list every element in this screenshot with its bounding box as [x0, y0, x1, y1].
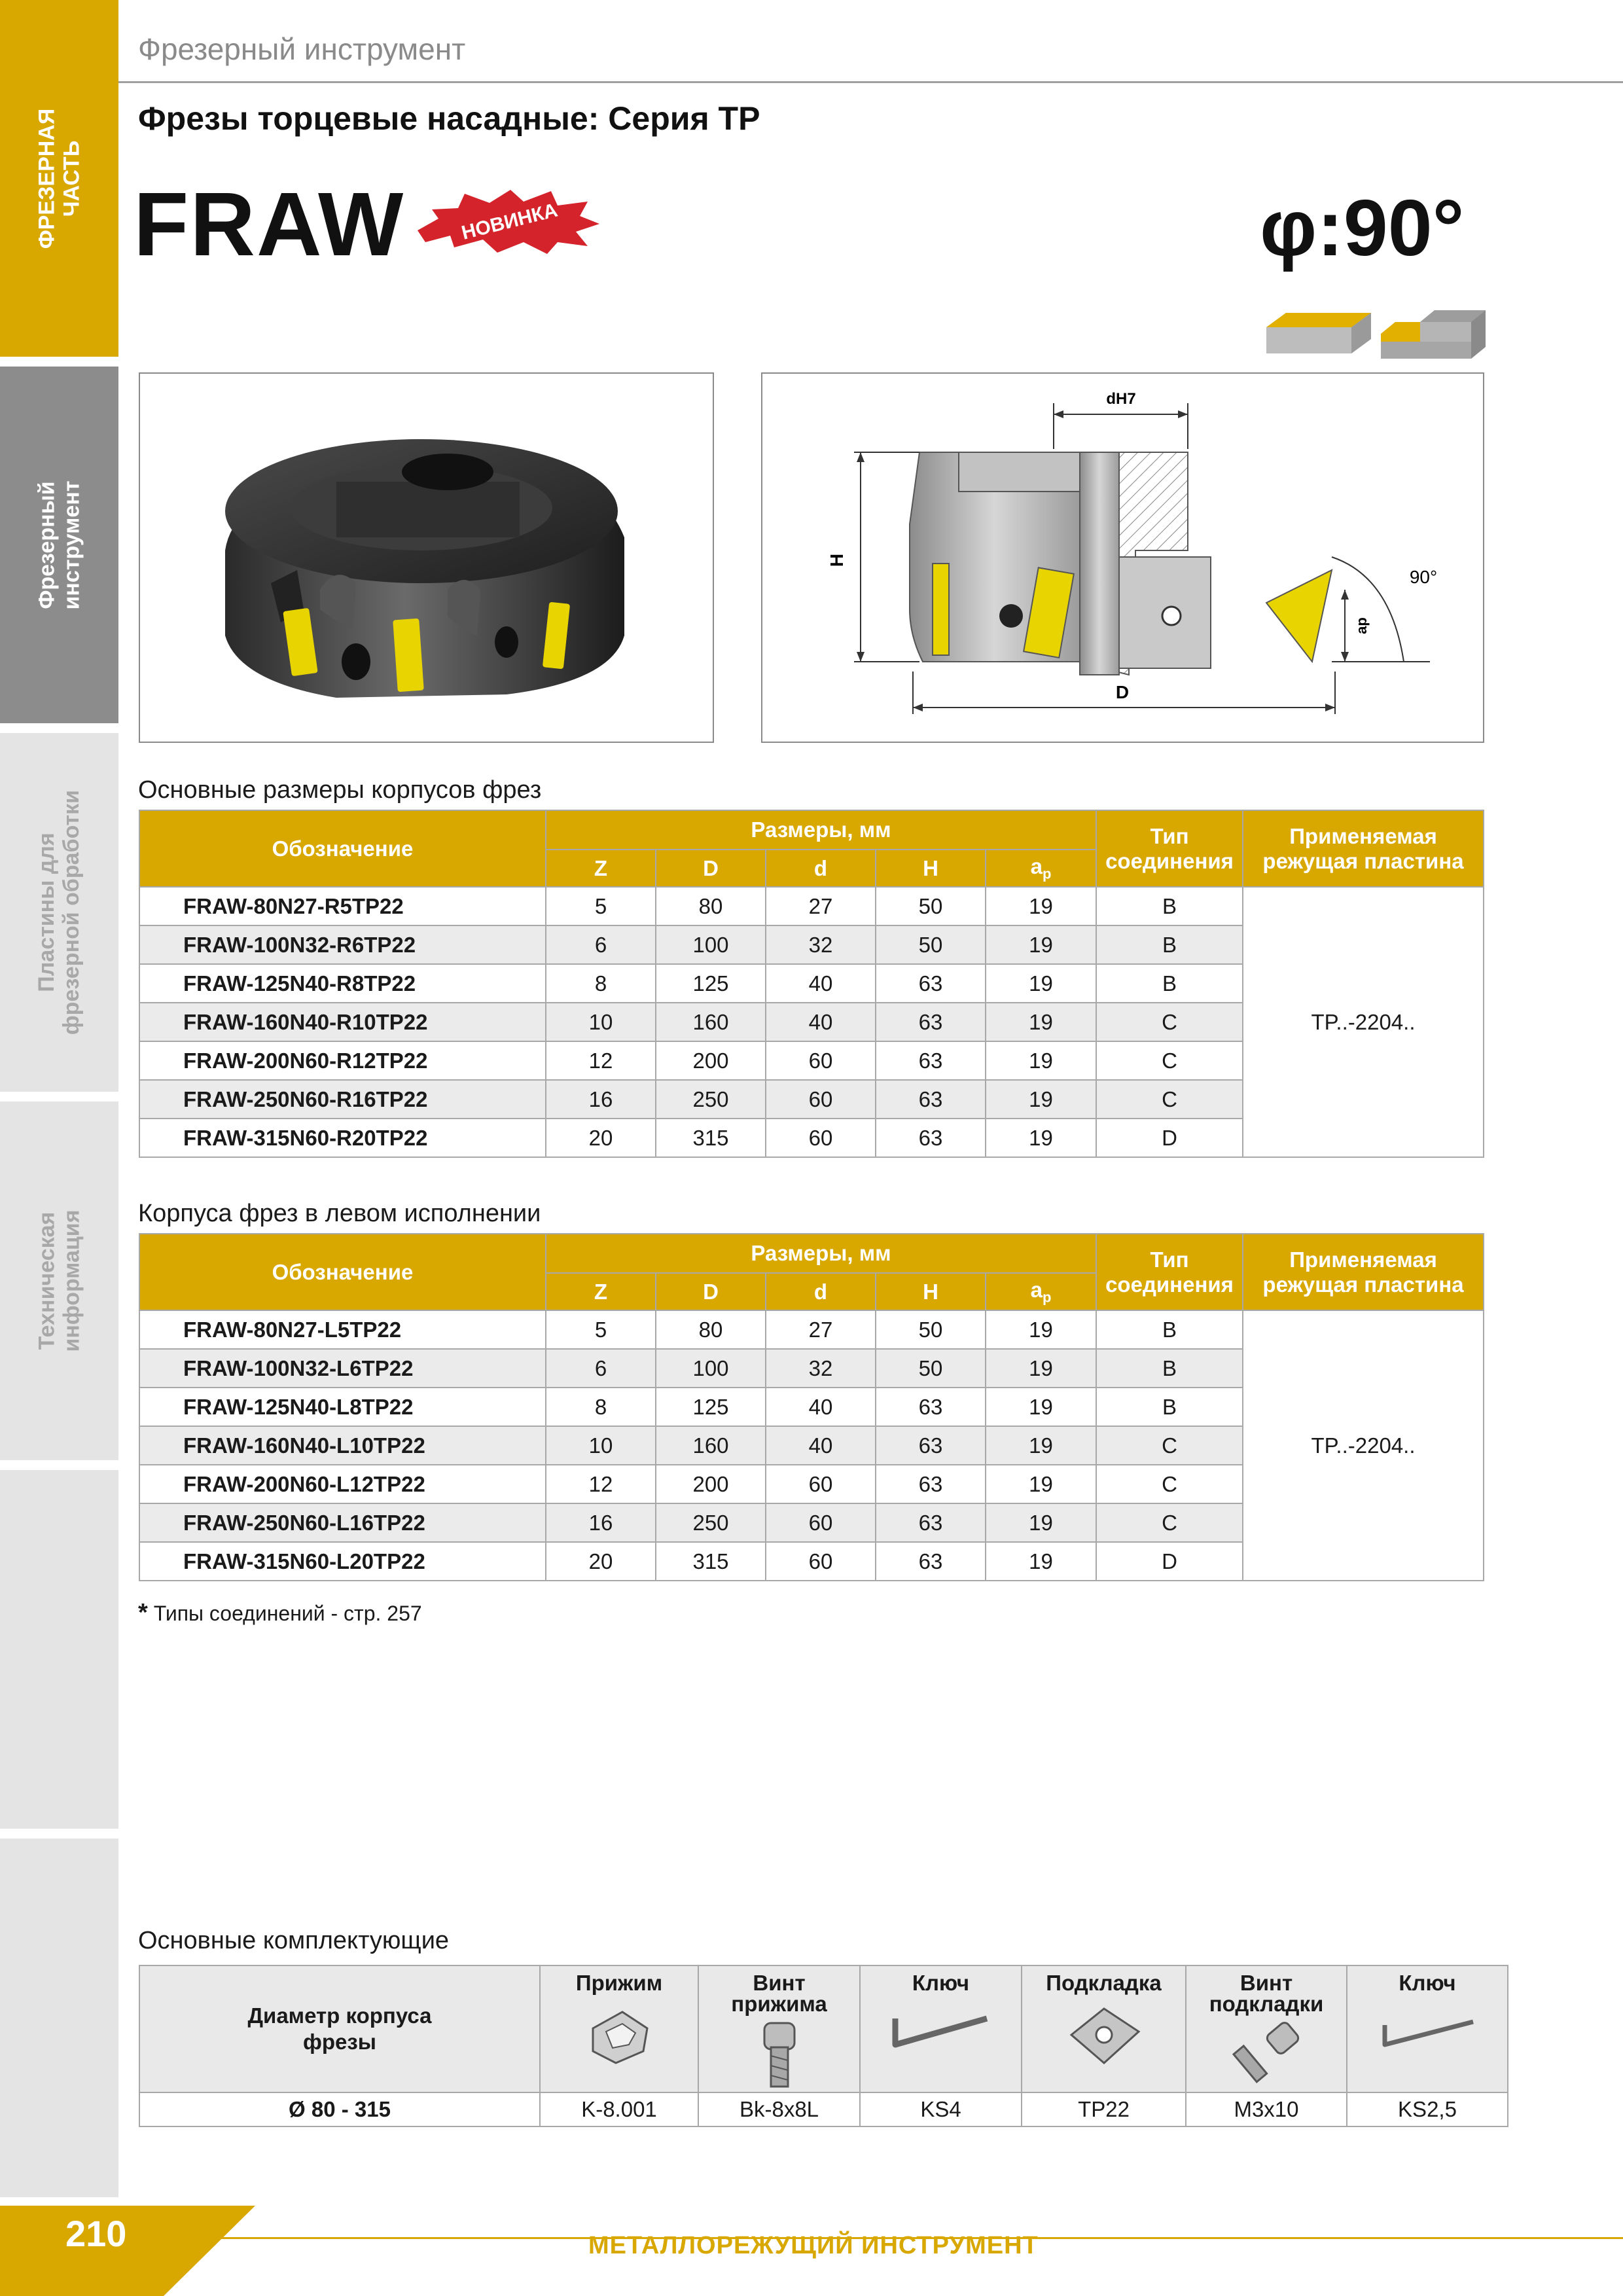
d-cell: 32: [766, 1349, 876, 1388]
dimensions-table-left: [139, 1233, 1484, 1581]
D-cell: 125: [656, 964, 766, 1003]
footnote: * Типы соединений - стр. 257: [138, 1599, 422, 1626]
table-row: [139, 887, 1484, 925]
H-cell: 63: [876, 1465, 986, 1503]
key-value: KS4: [860, 2092, 1022, 2126]
col-header-designation: Обозначение: [139, 1234, 546, 1310]
connection-type-cell: B: [1096, 925, 1243, 964]
ap-cell: 19: [986, 887, 1096, 925]
connection-type-cell: D: [1096, 1119, 1243, 1157]
connection-type-cell: C: [1096, 1041, 1243, 1080]
col-header-shim: Подкладка: [1022, 1965, 1186, 2092]
section-heading: Фрезерный инструмент: [138, 32, 466, 66]
D-cell: 80: [656, 887, 766, 925]
z-cell: 6: [546, 925, 656, 964]
accessories-table: [139, 1965, 1508, 2127]
ap-cell: 19: [986, 1465, 1096, 1503]
designation-cell: FRAW-160N40-R10TP22: [139, 1003, 546, 1041]
footnote-text: Типы соединений - стр. 257: [153, 1602, 422, 1625]
shim-screw-icon: [1224, 2020, 1309, 2085]
d-cell: 60: [766, 1503, 876, 1542]
technical-drawing: [761, 372, 1484, 743]
sidebar-tab-technical-info[interactable]: [0, 1102, 118, 1460]
sidebar-tab-label: Фрезерный: [34, 480, 60, 609]
sidebar-tab-empty: [0, 1839, 118, 2197]
col-header-z: Z: [546, 850, 656, 887]
ap-cell: 19: [986, 1041, 1096, 1080]
D-cell: 100: [656, 925, 766, 964]
col-header-dimensions: Размеры, мм: [546, 1234, 1096, 1273]
ap-cell: 19: [986, 1388, 1096, 1426]
D-cell: 315: [656, 1542, 766, 1581]
H-cell: 63: [876, 1426, 986, 1465]
col-header-d: d: [766, 1273, 876, 1310]
d-cell: 60: [766, 1542, 876, 1581]
col-header-key: Ключ: [1347, 1965, 1508, 2092]
d-cell: 40: [766, 964, 876, 1003]
connection-type-cell: C: [1096, 1503, 1243, 1542]
sidebar-tab-label: Техническая: [34, 1211, 60, 1350]
H-cell: 63: [876, 1041, 986, 1080]
ap-cell: 19: [986, 964, 1096, 1003]
H-cell: 63: [876, 1388, 986, 1426]
D-cell: 125: [656, 1388, 766, 1426]
col-header-shim-screw: Винт подкладки: [1186, 1965, 1347, 2092]
dimensions-table-right: [139, 810, 1484, 1158]
designation-cell: FRAW-80N27-L5TP22: [139, 1310, 546, 1349]
ap-cell: 19: [986, 1349, 1096, 1388]
z-cell: 5: [546, 1310, 656, 1349]
dim-d-label: D: [1115, 682, 1130, 702]
table-body: [139, 887, 1484, 1157]
d-cell: 40: [766, 1003, 876, 1041]
sidebar-tab-label: инструмент: [59, 480, 84, 610]
d-cell: 27: [766, 1310, 876, 1349]
insert-cell: TP..-2204..: [1243, 1310, 1484, 1581]
D-cell: 100: [656, 1349, 766, 1388]
table-caption: Корпуса фрез в левом исполнении: [138, 1200, 541, 1227]
z-cell: 10: [546, 1003, 656, 1041]
header-divider: [118, 81, 1623, 83]
col-header-H: H: [876, 1273, 986, 1310]
sidebar-tab-empty: [0, 1470, 118, 1829]
col-header-clamp-screw: Винт прижима: [698, 1965, 860, 2092]
footer-brand: МЕТАЛЛОРЕЖУЩИЙ ИНСТРУМЕНТ: [588, 2232, 1039, 2259]
z-cell: 12: [546, 1465, 656, 1503]
designation-cell: FRAW-200N60-R12TP22: [139, 1041, 546, 1080]
table-body: [139, 1310, 1484, 1581]
shim-icon: [1061, 1999, 1147, 2071]
d-cell: 60: [766, 1080, 876, 1119]
sidebar-tab-milling-tools[interactable]: [0, 367, 118, 723]
z-cell: 20: [546, 1542, 656, 1581]
z-cell: 6: [546, 1349, 656, 1388]
D-cell: 315: [656, 1119, 766, 1157]
dim-ap-label: ap: [1353, 617, 1370, 634]
d-cell: 60: [766, 1119, 876, 1157]
z-cell: 16: [546, 1503, 656, 1542]
designation-cell: FRAW-100N32-L6TP22: [139, 1349, 546, 1388]
H-cell: 63: [876, 1080, 986, 1119]
connection-type-cell: C: [1096, 1465, 1243, 1503]
dim-dh7-label: dH7: [1106, 390, 1136, 408]
sidebar-tab-milling-inserts[interactable]: [0, 733, 118, 1092]
connection-type-cell: B: [1096, 1310, 1243, 1349]
col-header-insert: Применяемая режущая пластина: [1243, 810, 1484, 887]
clamp-icon: [583, 1999, 655, 2071]
col-header-connection-type: Тип соединения: [1096, 1234, 1243, 1310]
sidebar-tab-label: фрезерной обработки: [59, 789, 84, 1035]
table-row: [139, 1310, 1484, 1349]
table-caption: Основные размеры корпусов фрез: [138, 776, 542, 804]
col-header-ap: $a_p$: [986, 1273, 1096, 1310]
col-header-dimensions: Размеры, мм: [546, 810, 1096, 850]
z-cell: 16: [546, 1080, 656, 1119]
D-cell: 160: [656, 1003, 766, 1041]
dim-h-label: H: [827, 553, 847, 567]
ap-cell: 19: [986, 1503, 1096, 1542]
z-cell: 10: [546, 1426, 656, 1465]
new-badge: [412, 185, 602, 257]
product-photo: [139, 372, 714, 743]
ap-cell: 19: [986, 1003, 1096, 1041]
H-cell: 63: [876, 1119, 986, 1157]
designation-cell: FRAW-100N32-R6TP22: [139, 925, 546, 964]
ap-cell: 19: [986, 1119, 1096, 1157]
connection-type-cell: B: [1096, 1349, 1243, 1388]
ap-cell: 19: [986, 1080, 1096, 1119]
connection-type-cell: B: [1096, 887, 1243, 925]
col-header-D: D: [656, 1273, 766, 1310]
H-cell: 50: [876, 1310, 986, 1349]
col-header-z: Z: [546, 1273, 656, 1310]
z-cell: 20: [546, 1119, 656, 1157]
page-number: 210: [65, 2213, 127, 2254]
cutter-section-drawing: [762, 374, 1483, 742]
sidebar-tab-label: Пластины для: [34, 833, 60, 992]
H-cell: 63: [876, 964, 986, 1003]
page-title: Фрезы торцевые насадные: Серия TP: [138, 100, 760, 137]
col-header-ap: $a_p$: [986, 850, 1096, 887]
col-header-clamp: Прижим: [540, 1965, 698, 2092]
D-cell: 250: [656, 1503, 766, 1542]
designation-cell: FRAW-315N60-L20TP22: [139, 1542, 546, 1581]
badge-label: НОВИНКА: [459, 199, 560, 244]
connection-type-cell: B: [1096, 1388, 1243, 1426]
designation-cell: FRAW-250N60-L16TP22: [139, 1503, 546, 1542]
d-cell: 60: [766, 1465, 876, 1503]
ap-cell: 19: [986, 1310, 1096, 1349]
sidebar-tab-label: информация: [59, 1210, 84, 1352]
designation-cell: FRAW-125N40-L8TP22: [139, 1388, 546, 1426]
connection-type-cell: B: [1096, 964, 1243, 1003]
hex-key-icon: [882, 1999, 1000, 2064]
sidebar-tab-milling-section[interactable]: [0, 0, 118, 357]
ap-cell: 19: [986, 1426, 1096, 1465]
z-cell: 12: [546, 1041, 656, 1080]
designation-cell: FRAW-160N40-L10TP22: [139, 1426, 546, 1465]
D-cell: 200: [656, 1465, 766, 1503]
d-cell: 40: [766, 1426, 876, 1465]
footer-page-tab: [0, 2206, 255, 2296]
shim-value: TP22: [1022, 2092, 1186, 2126]
sidebar-tab-label: ЧАСТЬ: [59, 140, 84, 217]
d-cell: 32: [766, 925, 876, 964]
designation-cell: FRAW-80N27-R5TP22: [139, 887, 546, 925]
designation-cell: FRAW-250N60-R16TP22: [139, 1080, 546, 1119]
insert-cell: TP..-2204..: [1243, 887, 1484, 1157]
col-header-key: Ключ: [860, 1965, 1022, 2092]
col-header-H: H: [876, 850, 986, 887]
sidebar: [0, 0, 118, 2296]
col-header-diameter: Диаметр корпуса фрезы: [139, 1965, 540, 2092]
product-name: FRAW: [134, 174, 405, 275]
machining-mode-icons: [1266, 308, 1486, 370]
H-cell: 63: [876, 1503, 986, 1542]
connection-type-cell: C: [1096, 1080, 1243, 1119]
hex-key-icon: [1368, 1999, 1486, 2064]
H-cell: 63: [876, 1003, 986, 1041]
D-cell: 160: [656, 1426, 766, 1465]
H-cell: 50: [876, 887, 986, 925]
shoulder-milling-icon: [1381, 310, 1486, 359]
d-cell: 27: [766, 887, 876, 925]
col-header-insert: Применяемая режущая пластина: [1243, 1234, 1484, 1310]
shim-screw-value: M3x10: [1186, 2092, 1347, 2126]
milling-cutter-photo: [140, 374, 713, 742]
z-cell: 8: [546, 964, 656, 1003]
clamp-screw-value: Bk-8x8L: [698, 2092, 860, 2126]
z-cell: 5: [546, 887, 656, 925]
face-milling-icon: [1266, 313, 1371, 353]
ap-cell: 19: [986, 925, 1096, 964]
col-header-D: D: [656, 850, 766, 887]
designation-cell: FRAW-200N60-L12TP22: [139, 1465, 546, 1503]
clamp-value: K-8.001: [540, 2092, 698, 2126]
clamp-screw-icon: [750, 2020, 809, 2092]
ap-cell: 19: [986, 1542, 1096, 1581]
col-header-connection-type: Тип соединения: [1096, 810, 1243, 887]
col-header-d: d: [766, 850, 876, 887]
designation-cell: FRAW-125N40-R8TP22: [139, 964, 546, 1003]
z-cell: 8: [546, 1388, 656, 1426]
entering-angle: φ:90°: [1260, 183, 1465, 272]
H-cell: 63: [876, 1542, 986, 1581]
connection-type-cell: C: [1096, 1003, 1243, 1041]
d-cell: 60: [766, 1041, 876, 1080]
D-cell: 250: [656, 1080, 766, 1119]
col-header-designation: Обозначение: [139, 810, 546, 887]
H-cell: 50: [876, 925, 986, 964]
D-cell: 200: [656, 1041, 766, 1080]
connection-type-cell: C: [1096, 1426, 1243, 1465]
sidebar-tab-label: ФРЕЗЕРНАЯ: [34, 108, 60, 249]
D-cell: 80: [656, 1310, 766, 1349]
key-value: KS2,5: [1347, 2092, 1508, 2126]
d-cell: 40: [766, 1388, 876, 1426]
dim-angle-label: 90°: [1409, 567, 1438, 587]
designation-cell: FRAW-315N60-R20TP22: [139, 1119, 546, 1157]
table-caption: Основные комплектующие: [138, 1927, 450, 1954]
diameter-value: Ø 80 - 315: [139, 2092, 540, 2126]
H-cell: 50: [876, 1349, 986, 1388]
connection-type-cell: D: [1096, 1542, 1243, 1581]
